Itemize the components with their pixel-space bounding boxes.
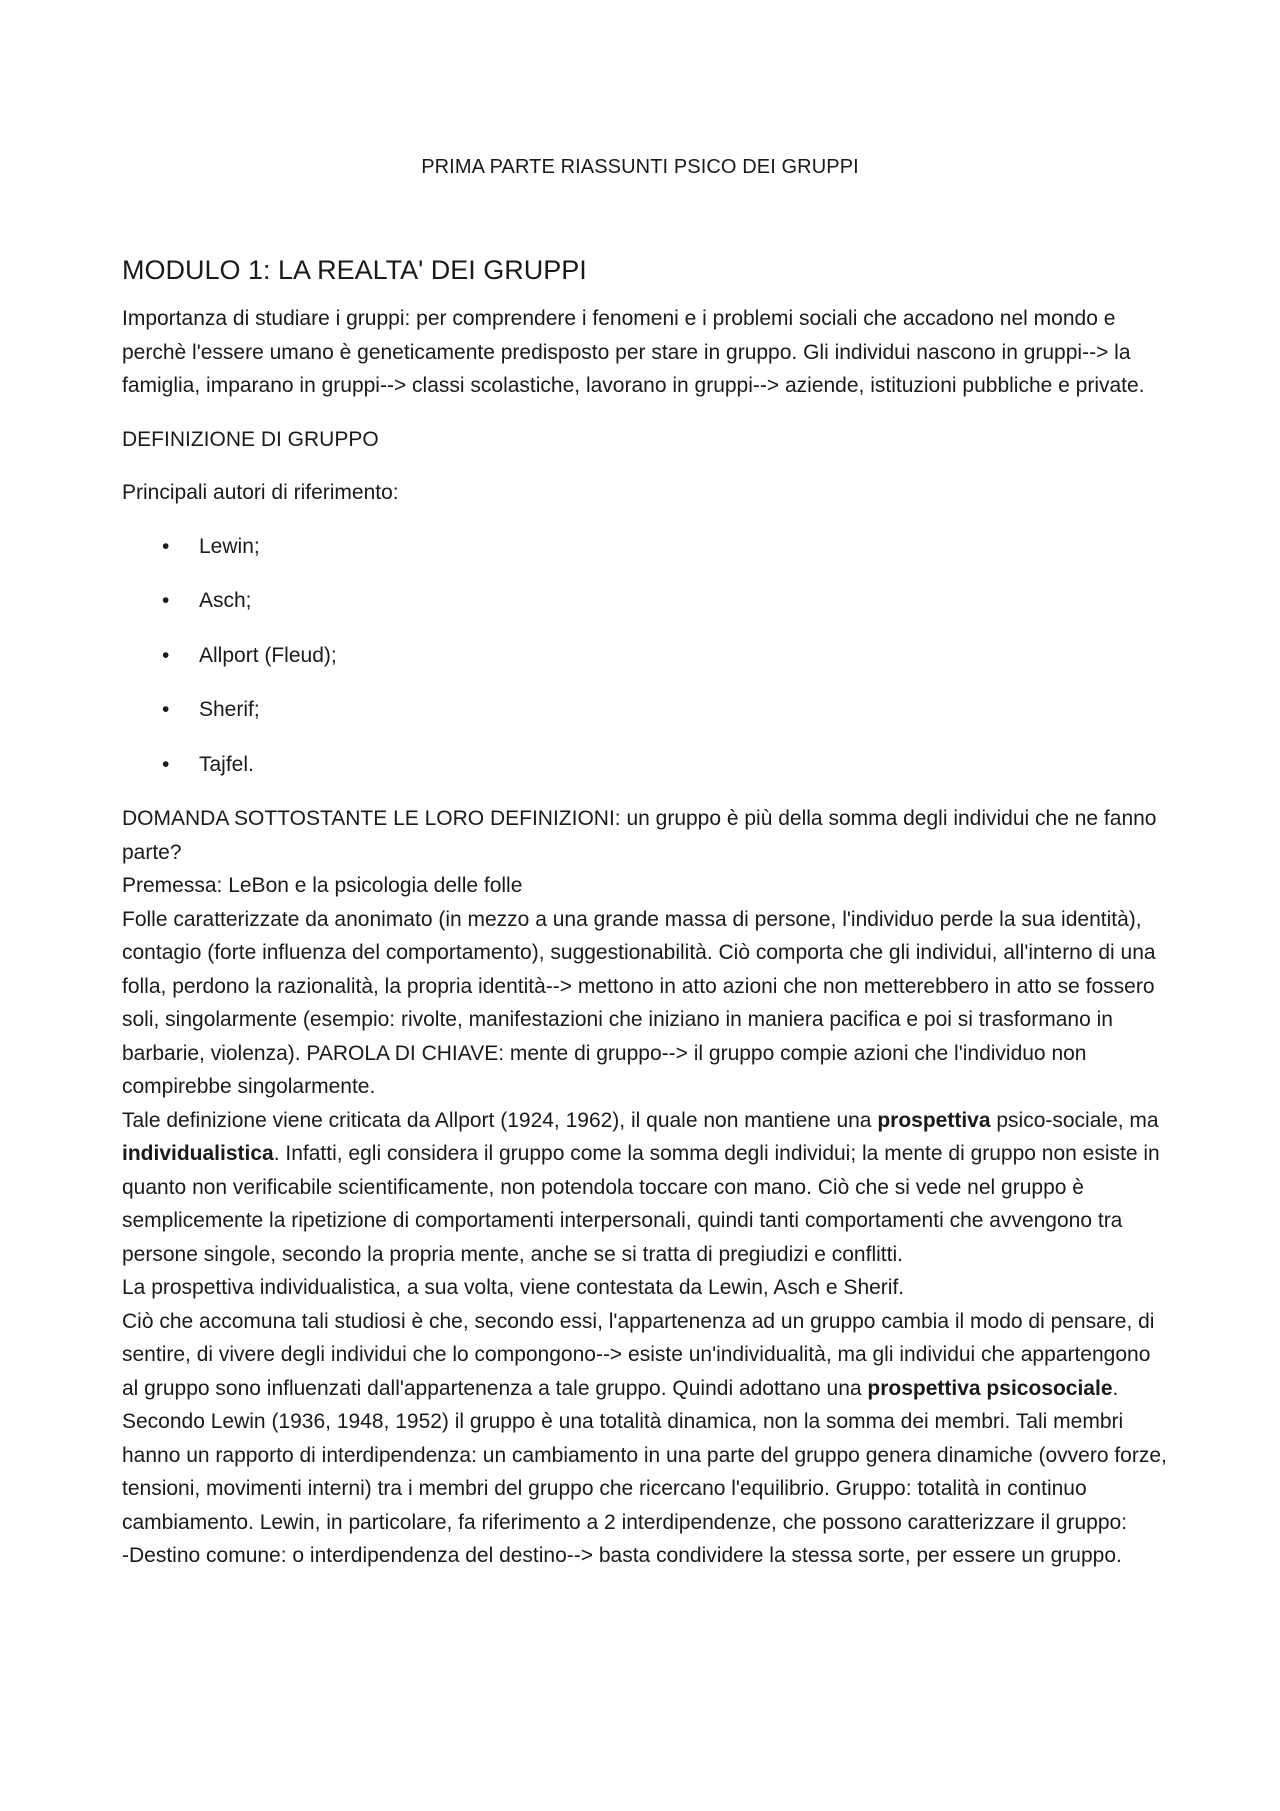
list-item bbox=[122, 639, 1172, 673]
text-run: psico-sociale, ma bbox=[990, 1108, 1159, 1132]
list-item bbox=[122, 584, 1172, 618]
bullet-icon: • bbox=[162, 589, 170, 612]
crowds-paragraph: Folle caratterizzate da anonimato (in mezzo a una grande massa di persone, l'individuo perde la sua identità), contagio (forte influenza del comportamento), suggestionabilità. Ciò comporta che gli individui, all'interno di una folla, perdono la razionalità, la propria identità--> mettono in atto azioni che non metterebbero in atto se fossero soli, singolarmente (esempio: rivolte, manifestazioni che iniziano in maniera pacifica e poi si trasformano in barbarie, violenza). PAROLA DI CHIAVE: mente di gruppo--> il gruppo compie azioni che l'individuo non compirebbe singolarmente. bbox=[122, 907, 1156, 1098]
definition-heading: DEFINIZIONE DI GRUPPO bbox=[122, 427, 379, 451]
bullet-icon: • bbox=[162, 698, 170, 721]
main-text-block bbox=[122, 802, 1172, 1573]
lewin-paragraph: Secondo Lewin (1936, 1948, 1952) il gruppo è una totalità dinamica, non la somma dei membri. Tali membri hanno un rapporto di interdipendenza: un cambiamento in una parte del gruppo genera dinamiche (ovvero forze, tensioni, movimenti interni) tra i membri del gruppo che ricercano l'equilibrio. Gruppo: totalità in continuo cambiamento. Lewin, in particolare, fa riferimento a 2 interdipendenze, che possono caratterizzare il gruppo: bbox=[122, 1410, 1167, 1534]
text-run: Tale definizione viene criticata da Allport (1924, 1962), il quale non mantiene una bbox=[122, 1108, 878, 1132]
bold-term: individualistica bbox=[122, 1142, 274, 1165]
question-paragraph: DOMANDA SOTTOSTANTE LE LORO DEFINIZIONI: un gruppo è più della somma degli individui che ne fanno parte? bbox=[122, 807, 1157, 864]
destino-paragraph: -Destino comune: o interdipendenza del destino--> basta condividere la stessa sorte, per essere un gruppo. bbox=[122, 1544, 1122, 1567]
text-run: Ciò che accomuna tali studiosi è che, secondo essi, l'appartenenza ad un gruppo cambia il modo di pensare, di sentire, di vivere degli individui che lo compongono--> esiste un'individualità, ma gli individui che appartengono al gruppo sono influenzati dall'appartenenza a tale gruppo. Quindi adottano una bbox=[122, 1309, 1155, 1400]
authors-list bbox=[122, 530, 1172, 782]
intro-paragraph: Importanza di studiare i gruppi: per comprendere i fenomeni e i problemi sociali che accadono nel mondo e perchè l'essere umano è geneticamente predisposto per stare in gruppo. Gli individui nascono in gruppi--> la famiglia, imparano in gruppi--> classi scolastiche, lavorano in gruppi--> aziende, istituzioni pubbliche e private. bbox=[122, 307, 1145, 397]
document-title: PRIMA PARTE RIASSUNTI PSICO DEI GRUPPI bbox=[421, 156, 859, 178]
list-item bbox=[122, 748, 1172, 782]
bold-term: prospettiva psicosociale bbox=[867, 1376, 1113, 1400]
contested-paragraph: La prospettiva individualistica, a sua volta, viene contestata da Lewin, Asch e Sherif. bbox=[122, 1276, 905, 1299]
module-heading: MODULO 1: LA REALTA' DEI GRUPPI bbox=[122, 255, 587, 285]
bold-term: prospettiva bbox=[877, 1108, 991, 1132]
list-item bbox=[122, 693, 1172, 727]
author-name: Tajfel. bbox=[199, 752, 254, 776]
text-run: . Infatti, egli considera il gruppo come la somma degli individui; la mente di gruppo non esiste in quanto non verificabile scientificamente, non potendola toccare con mano. Ciò che si vede nel gruppo è semplicemente la ripetizione di comportamenti interpersonali, quindi tanti comportamenti che avvengono tra persone singole, secondo la propria mente, anche se si tratta di pregiudizi e conflitti. bbox=[122, 1142, 1160, 1266]
text-run: . bbox=[1112, 1376, 1119, 1400]
bullet-icon: • bbox=[162, 752, 170, 776]
common-paragraph bbox=[122, 1305, 1172, 1406]
author-name: Asch; bbox=[199, 589, 252, 612]
document-body bbox=[122, 252, 1172, 1573]
author-name: Allport (Fleud); bbox=[199, 643, 337, 667]
authors-intro: Principali autori di riferimento: bbox=[122, 481, 399, 504]
author-name: Lewin; bbox=[199, 534, 260, 558]
bullet-icon: • bbox=[162, 643, 170, 667]
allport-paragraph bbox=[122, 1104, 1172, 1272]
list-item bbox=[122, 530, 1172, 564]
premise-paragraph: Premessa: LeBon e la psicologia delle folle bbox=[122, 874, 523, 897]
bullet-icon: • bbox=[162, 534, 170, 558]
author-name: Sherif; bbox=[199, 698, 260, 721]
